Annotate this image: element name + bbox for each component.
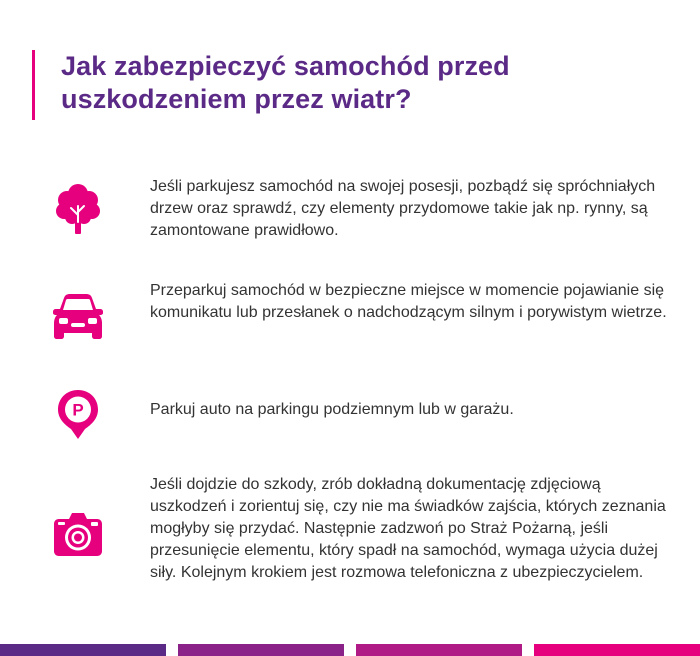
color-bar xyxy=(356,644,522,656)
page-title: Jak zabezpieczyć samochód przed uszkodzeniem przez wiatr? xyxy=(61,51,510,114)
bottom-color-bars xyxy=(0,644,700,656)
svg-text:P: P xyxy=(72,400,84,420)
tip-text: Parkuj auto na parkingu podziemnym lub w garażu. xyxy=(150,401,514,418)
color-bar xyxy=(0,644,166,656)
color-bar xyxy=(178,644,344,656)
parking-pin-icon xyxy=(52,388,104,440)
tree-icon xyxy=(52,182,104,234)
tip-text: Jeśli dojdzie do szkody, zrób dokładną dokumentację zdjęciową uszkodzeń i zorientuj się, czy nie ma świadków zajścia, których zeznania mogłyby się przydać. Następnie zadzwoń po Straż Pożarną, jeśli przesunięcie elementu, który spadł na samochód, wymaga użycia dużej siły. Kolejnym krokiem jest rozmowa telefoniczna z ubezpieczycielem. xyxy=(150,476,666,581)
title-block xyxy=(32,50,700,120)
tip-text: Jeśli parkujesz samochód na swojej posesji, pozbądź się spróchniałych drzew oraz sprawdź, czy elementy przydomowe takie jak np. rynny, są zamontowane prawidłowo. xyxy=(150,178,656,239)
car-icon xyxy=(52,290,104,342)
camera-icon xyxy=(52,510,104,562)
color-bar xyxy=(534,644,700,656)
tip-text: Przeparkuj samochód w bezpieczne miejsce w momencie pojawianie się komunikatu lub przesłanek o nadchodzącym silnym i porywistym wietrze. xyxy=(150,282,667,321)
